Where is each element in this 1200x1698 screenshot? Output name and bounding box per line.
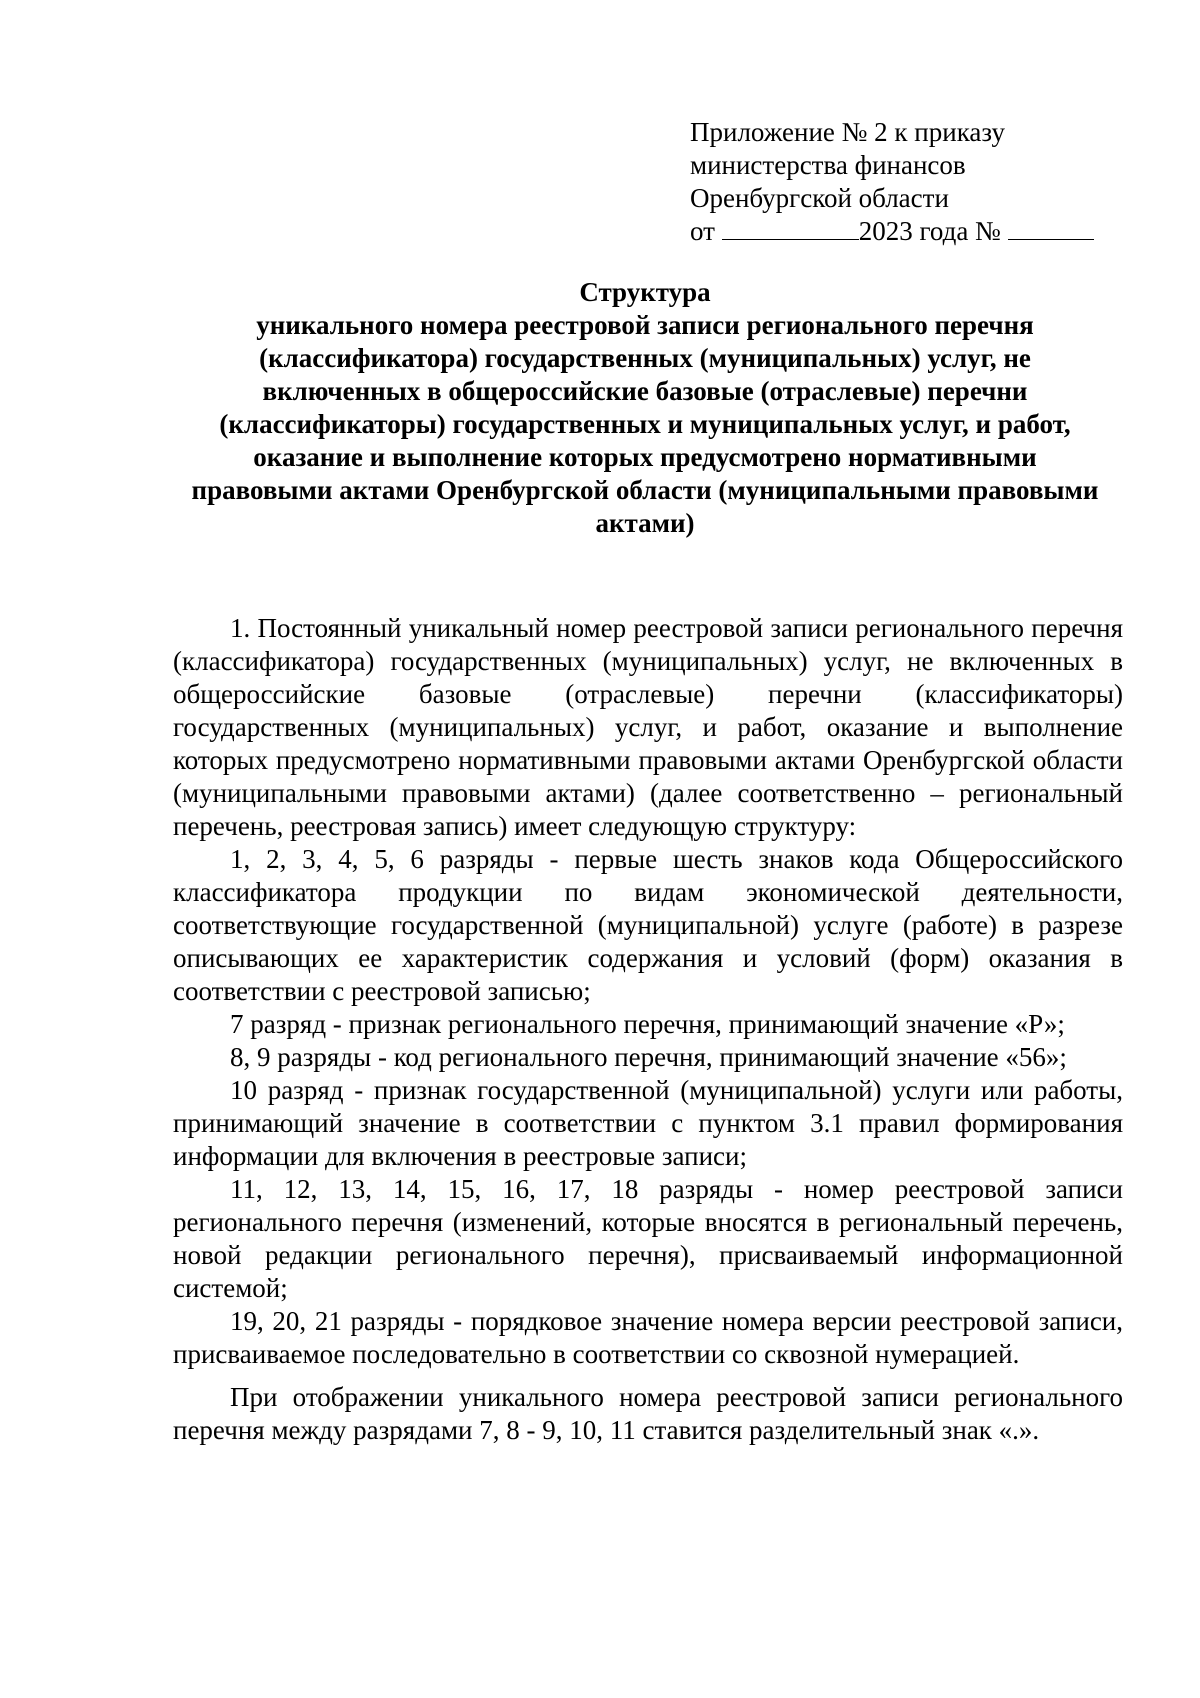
appendix-date-prefix: от [690, 216, 715, 246]
document-title [170, 276, 1120, 540]
appendix-line-2: министерства финансов [690, 150, 966, 180]
title-line: актами) [595, 508, 695, 538]
date-blank-line [722, 215, 859, 240]
paragraph-digits-19-21: 19, 20, 21 разряды - порядковое значение номера версии реестровой записи, присваиваемое последовательно в соответствии со сквозной нумерацией. [173, 1306, 1123, 1369]
number-blank-line [1008, 215, 1094, 240]
paragraph-1: 1. Постоянный уникальный номер реестровой записи регионального перечня (классификатора) государственных (муниципальных) услуг, не включенных в общероссийские базовые (отраслевые) перечни (классификаторы) государственных (муниципальных) услуг, и работ, оказание и выполнение которых предусмотрено нормативными правовыми актами Оренбургской области (муниципальными правовыми актами) (далее соответственно – региональный перечень, реестровая запись) имеет следующую структуру: [173, 613, 1123, 841]
paragraph-digit-7: 7 разряд - признак регионального перечня, принимающий значение «Р»; [230, 1009, 1065, 1039]
appendix-line-1: Приложение № 2 к приказу [690, 117, 1005, 147]
appendix-line-3: Оренбургской области [690, 183, 949, 213]
title-line: (классификаторы) государственных и муниципальных услуг, и работ, [219, 409, 1071, 439]
paragraph-digit-10: 10 разряд - признак государственной (муниципальной) услуги или работы, принимающий значение в соответствии с пунктом 3.1 правил формирования информации для включения в реестровые записи; [173, 1075, 1123, 1171]
title-line: включенных в общероссийские базовые (отраслевые) перечни [262, 376, 1028, 406]
paragraph-separator: При отображении уникального номера реестровой записи регионального перечня между разрядами 7, 8 - 9, 10, 11 ставится разделительный знак «.». [173, 1382, 1123, 1445]
title-line: оказание и выполнение которых предусмотрено нормативными [253, 442, 1037, 472]
paragraph-digits-11-18: 11, 12, 13, 14, 15, 16, 17, 18 разряды - номер реестровой записи регионального перечня (изменений, которые вносятся в региональный перечень, новой редакции регионального перечня), присваиваемый информационной системой; [173, 1174, 1123, 1303]
appendix-date-year: 2023 года № [858, 216, 1001, 246]
title-line: (классификатора) государственных (муниципальных) услуг, не [259, 343, 1031, 373]
appendix-date-line [690, 215, 1150, 248]
paragraph-digits-1-6: 1, 2, 3, 4, 5, 6 разряды - первые шесть знаков кода Общероссийского классификатора продукции по видам экономической деятельности, соответствующие государственной (муниципальной) услуге (работе) в разрезе описывающих ее характеристик содержания и условий (форм) оказания в соответствии с реестровой записью; [173, 844, 1123, 1006]
title-line: правовыми актами Оренбургской области (муниципальными правовыми [191, 475, 1099, 505]
title-line: уникального номера реестровой записи регионального перечня [256, 310, 1034, 340]
title-heading: Структура [579, 277, 711, 307]
paragraph-digits-8-9: 8, 9 разряды - код регионального перечня, принимающий значение «56»; [230, 1042, 1067, 1072]
document-body [173, 612, 1123, 1447]
appendix-header [690, 116, 1150, 248]
